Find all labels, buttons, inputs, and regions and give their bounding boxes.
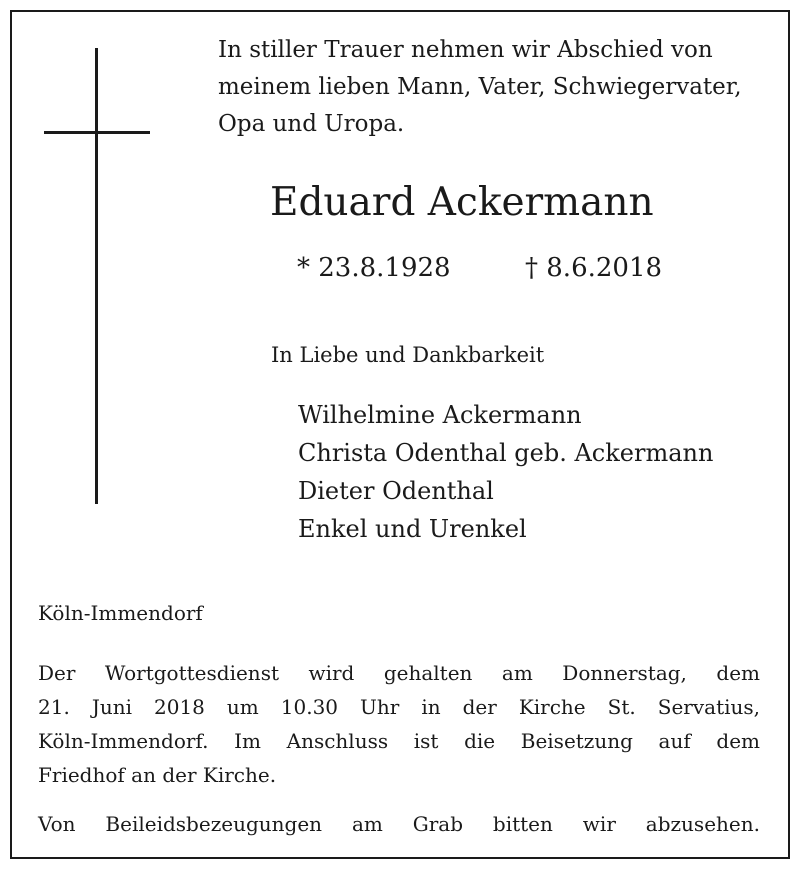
service-line: 21. Juni 2018 um 10.30 Uhr in der Kirche St. Servatius,: [38, 695, 760, 719]
mourner-name: Enkel und Urenkel: [298, 515, 527, 543]
deceased-name: Eduard Ackermann: [270, 180, 654, 225]
mourner-name: Christa Odenthal geb. Ackermann: [298, 439, 714, 467]
service-line: Der Wortgottesdienst wird gehalten am Donnerstag, dem: [38, 661, 760, 685]
service-line: Friedhof an der Kirche.: [38, 763, 277, 787]
mourner-name: Dieter Odenthal: [298, 477, 494, 505]
cross-horizontal-bar: [44, 131, 150, 134]
intro-text: [218, 32, 778, 143]
mourner-name: Wilhelmine Ackermann: [298, 401, 582, 429]
death-date: † 8.6.2018: [525, 253, 663, 283]
dedication-line: In Liebe und Dankbarkeit: [271, 343, 545, 367]
service-announcement: [38, 656, 760, 792]
intro-line: Opa und Uropa.: [218, 111, 405, 137]
intro-line: In stiller Trauer nehmen wir Abschied von: [218, 37, 713, 63]
intro-line: meinem lieben Mann, Vater, Schwiegervater,: [218, 74, 742, 100]
condolence-note: Von Beileidsbezeugungen am Grab bitten wir abzusehen.: [38, 812, 760, 836]
cross-vertical-bar: [95, 48, 98, 504]
service-line: Köln-Immendorf. Im Anschluss ist die Beisetzung auf dem: [38, 729, 760, 753]
place-name: Köln-Immendorf: [38, 601, 203, 625]
mourners-list: [298, 396, 713, 548]
birth-date: * 23.8.1928: [297, 253, 451, 283]
